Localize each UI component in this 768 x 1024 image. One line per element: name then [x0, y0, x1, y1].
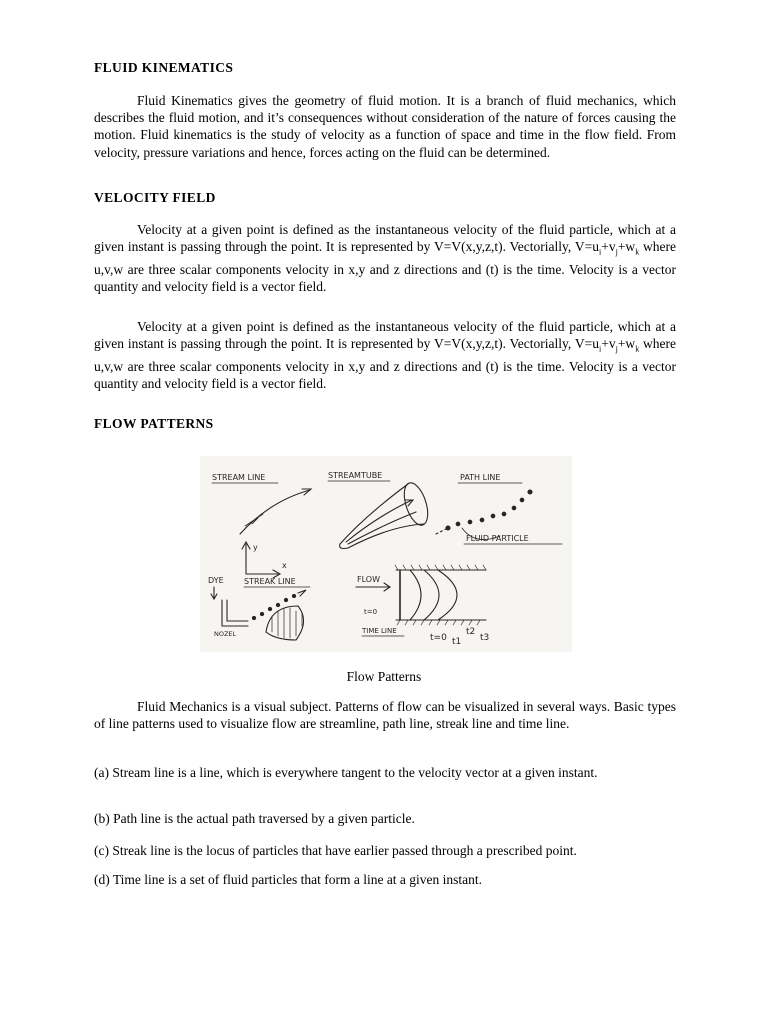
label-t0: t=0 [430, 633, 447, 643]
time-line-t2 [424, 570, 439, 620]
list-item-d: (d) Time line is a set of fluid particles that form a line at a given instant. [94, 872, 483, 887]
figure-caption: Flow Patterns [346, 669, 422, 684]
streamtube-drawing [340, 480, 433, 549]
label-t1: t1 [452, 637, 462, 647]
label-t2: t2 [466, 627, 476, 637]
streamline-curve [240, 490, 310, 534]
list-item-a: (a) Stream line is a line, which is everywhere tangent to the velocity vector at a given instant. [94, 765, 598, 780]
label-streak-line: STREAK LINE [244, 577, 296, 586]
label-t3: t3 [480, 633, 490, 643]
time-line-t1 [410, 570, 421, 620]
flow-patterns-figure [200, 456, 572, 652]
label-time-line: TIME LINE [362, 627, 397, 635]
list-item-b: (b) Path line is the actual path traversed by a given particle. [94, 811, 415, 826]
label-flow: FLOW [357, 575, 380, 584]
label-stream-line: STREAM LINE [212, 473, 266, 482]
heading-fluid-kinematics: FLUID KINEMATICS [94, 60, 234, 75]
heading-flow-patterns: FLOW PATTERNS [94, 416, 214, 431]
paragraph-fluid-kinematics: Fluid Kinematics gives the geometry of fluid motion. It is a branch of fluid mechanics, which describes the fluid motion, and it’s consequences without consideration of the nature of forces causing the motion. Fluid kinematics is the study of velocity as a function of space and time in the flow field. From velocity, pressure variations and hence, forces acting on the fluid can be determined. [94, 93, 676, 160]
label-dye: DYE [208, 576, 224, 585]
time-line-t3 [438, 570, 457, 620]
path-line-dots [446, 490, 532, 530]
label-fluid-particle: FLUID PARTICLE [466, 534, 529, 543]
axis-x-label: x [282, 561, 287, 570]
label-t-zero: t=0 [364, 608, 378, 616]
axis-y-label: y [253, 543, 258, 552]
dye-nozzle [222, 600, 248, 626]
list-item-c: (c) Streak line is the locus of particles that have earlier passed through a prescribed point. [94, 843, 577, 858]
paragraph-flow-patterns: Fluid Mechanics is a visual subject. Patterns of flow can be visualized in several ways. Basic types of line patterns used to visualize flow are streamline, path line, streak line and time line. [94, 699, 676, 732]
label-path-line: PATH LINE [460, 473, 501, 482]
heading-velocity-field: VELOCITY FIELD [94, 190, 216, 205]
paragraph-velocity-1: Velocity at a given point is defined as the instantaneous velocity of the fluid particle, which at a given instant is passing through the point. It is represented by V=V(x,y,z,t). Vectorially, $V=u_i+v_j+w_k$ where u,v,w are three scalar components velocity in x,y and z directions and (t) is the time. Velocity is a vector quantity and velocity field is a vector field. [94, 222, 676, 295]
paragraph-velocity-2: Velocity at a given point is defined as the instantaneous velocity of the fluid particle, which at a given instant is passing through the point. It is represented by V=V(x,y,z,t). Vectorially, $V=u_i+v_j+w_k$ where u,v,w are three scalar components velocity in x,y and z directions and (t) is the time. Velocity is a vector quantity and velocity field is a vector field. [94, 319, 676, 392]
label-streamtube: STREAMTUBE [328, 471, 383, 480]
body-obstacle [266, 606, 304, 640]
label-nozzle: NOZEL [214, 630, 237, 638]
flow-arrow-icon [356, 583, 390, 591]
